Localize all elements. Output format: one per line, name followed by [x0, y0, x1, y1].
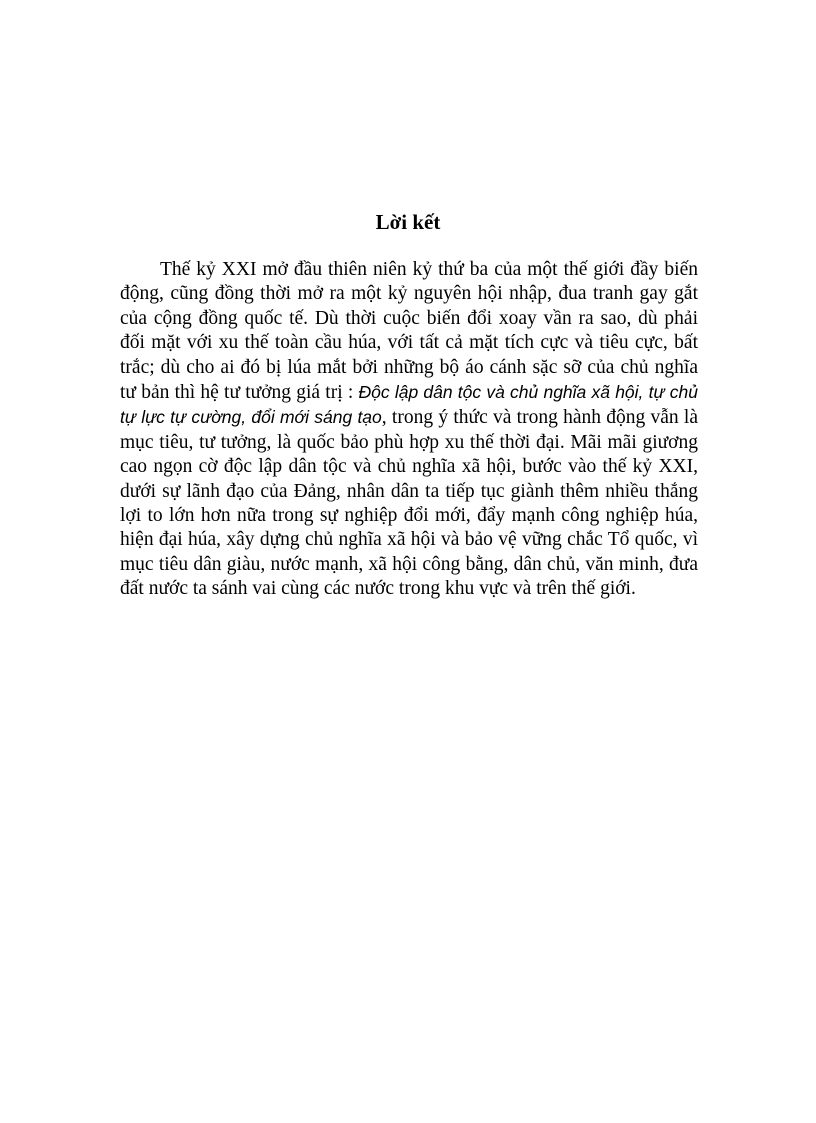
paragraph-text-after: , trong ý thức và trong hành động vẫn là mục tiêu, tư tưởng, là quốc bảo phù hợp xu thế thời đại. Mãi mãi giương cao ngọn cờ độc lập dân tộc và chủ nghĩa xã hội, bước vào thế kỷ XXI, dưới sự lãnh đạo của Đảng, nhân dân ta tiếp tục giành thêm nhiều thắng lợi to lớn hơn nữa trong sự nghiệp đổi mới, đẩy mạnh công nghiệp húa, hiện đại húa, xây dựng chủ nghĩa xã hội và bảo vệ vững chắc Tổ quốc, vì mục tiêu dân giàu, nước mạnh, xã hội công bằng, dân chủ, văn minh, đưa đất nước ta sánh vai cùng các nước trong khu vực và trên thế giới.: [120, 407, 698, 600]
body-paragraph: [120, 258, 698, 602]
paragraph-text-before: Thế kỷ XXI mở đầu thiên niên kỷ thứ ba của một thế giới đầy biến động, cũng đồng thời mở ra một kỷ nguyên hội nhập, đua tranh gay gắt của cộng đồng quốc tế. Dù thời cuộc biến đổi xoay vần ra sao, dù phải đối mặt với xu thế toàn cầu húa, với tất cả mặt tích cực và tiêu cực, bất trắc; dù cho ai đó bị lúa mắt bởi những bộ áo cánh sặc sỡ của chủ nghĩa tư bản thì hệ tư tưởng giá trị :: [120, 259, 698, 404]
paragraph-italic-phrase: Độc lập dân tộc và chủ nghĩa xã hội, tự chủ tự lực tự cường, đổi mới sáng tạo: [120, 382, 698, 428]
page-title: Lời kết: [375, 210, 441, 234]
